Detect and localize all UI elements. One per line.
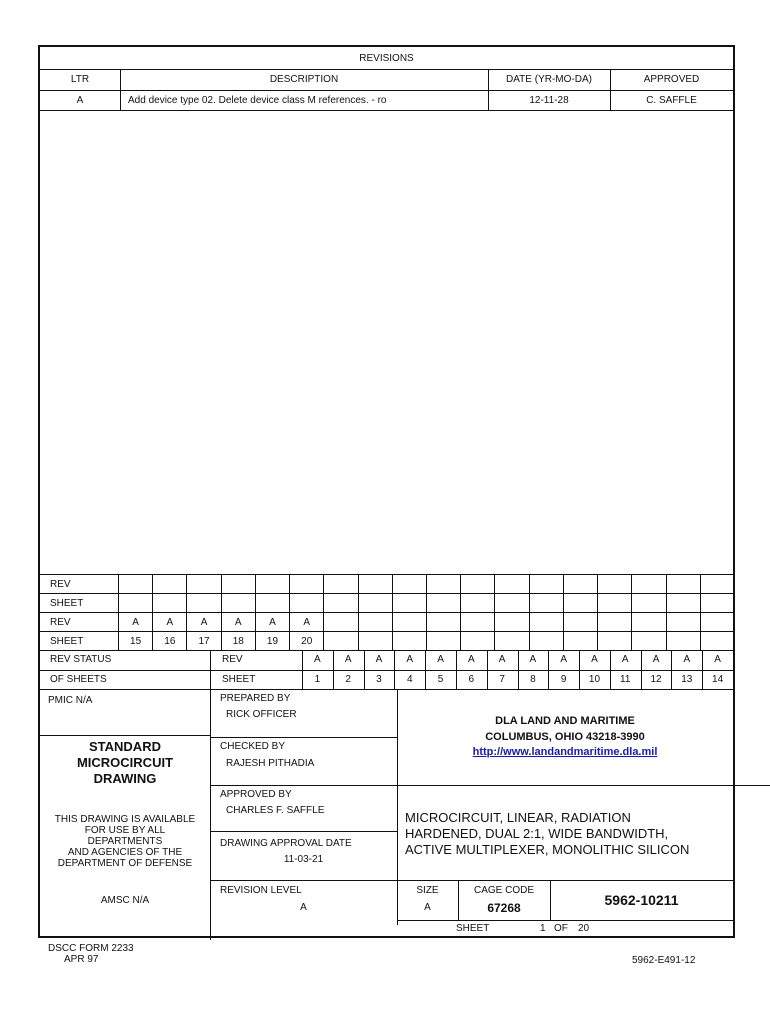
- cont-sheet-cell: [529, 632, 563, 651]
- agency-name: DLA LAND AND MARITIME: [495, 715, 635, 727]
- top-rev-cell: [153, 575, 187, 594]
- status-sheet-cell: 11: [620, 674, 631, 685]
- cont-sheet-cell: 19: [255, 632, 289, 651]
- cont-sheet-cell: 17: [187, 632, 221, 651]
- top-rev-cell: [358, 575, 392, 594]
- cont-rev-cell: [632, 613, 666, 632]
- approved-by-name: CHARLES F. SAFFLE: [226, 805, 325, 816]
- status-sheet-cell: 3: [376, 674, 382, 685]
- status-sheet-cell: 6: [468, 674, 475, 685]
- top-sheet-label: SHEET: [40, 594, 119, 613]
- status-rev-cell: A: [652, 654, 660, 665]
- standard-label: STANDARD: [89, 739, 161, 754]
- cont-sheet-cell: [461, 632, 495, 651]
- revision-date: 12-11-28: [529, 95, 569, 106]
- top-sheet-cell: [461, 594, 495, 613]
- top-rev-label: REV: [40, 575, 119, 594]
- status-sheet-cell: 9: [560, 674, 567, 685]
- drawing-frame: [38, 45, 735, 938]
- status-rev-cell: A: [314, 654, 321, 665]
- cont-rev-cell: [666, 613, 700, 632]
- approved-by-label: APPROVED BY: [220, 789, 292, 800]
- title-line-3: ACTIVE MULTIPLEXER, MONOLITHIC SILICON: [405, 842, 690, 857]
- cont-sheet-cell: [495, 632, 529, 651]
- cont-sheet-label: SHEET: [40, 632, 119, 651]
- cont-rev-cell: [563, 613, 597, 632]
- availability-line-1: THIS DRAWING IS AVAILABLE: [54, 814, 196, 825]
- status-sheet-cell: 8: [530, 674, 536, 685]
- cont-sheet-cell: 20: [290, 632, 324, 651]
- status-sheet-cell: 2: [345, 674, 351, 685]
- cont-rev-cell: A: [290, 613, 324, 632]
- footer-code: 5962-E491-12: [632, 955, 696, 966]
- top-sheet-cell: [187, 594, 221, 613]
- top-sheet-cell: [529, 594, 563, 613]
- top-sheet-cell: [632, 594, 666, 613]
- microcircuit-label: MICROCIRCUIT: [76, 755, 174, 770]
- top-rev-cell: [119, 575, 153, 594]
- title-line-2: HARDENED, DUAL 2:1, WIDE BANDWIDTH,: [405, 826, 669, 841]
- cont-sheet-cell: 18: [221, 632, 255, 651]
- top-sheet-cell: [563, 594, 597, 613]
- cont-sheet-cell: [324, 632, 358, 651]
- cont-rev-cell: [358, 613, 392, 632]
- top-sheet-cell: [255, 594, 289, 613]
- cont-rev-cell: A: [119, 613, 153, 632]
- status-sheet-cell: 10: [588, 674, 601, 685]
- cont-rev-cell: [426, 613, 460, 632]
- cont-rev-cell: [495, 613, 529, 632]
- top-rev-cell: [700, 575, 734, 594]
- status-sheet-cell: 14: [712, 674, 724, 685]
- top-rev-cell: [290, 575, 324, 594]
- top-rev-cell: [324, 575, 358, 594]
- status-rev-cell: A: [437, 654, 444, 665]
- status-rev-cell: A: [714, 654, 721, 665]
- rev-status-label: REV STATUS: [50, 654, 112, 665]
- status-sheet-label: SHEET: [222, 674, 256, 685]
- grid-row: [40, 632, 735, 651]
- top-rev-cell: [426, 575, 460, 594]
- top-rev-cell: [461, 575, 495, 594]
- availability-line-3: DEPARTMENTS: [87, 836, 163, 847]
- top-sheet-cell: [221, 594, 255, 613]
- status-rev-cell: A: [621, 654, 629, 665]
- grid-row: [40, 575, 735, 594]
- top-sheet-cell: [700, 594, 734, 613]
- cont-sheet-cell: [666, 632, 700, 651]
- status-rev-cell: A: [591, 654, 598, 665]
- top-rev-cell: [563, 575, 597, 594]
- top-sheet-cell: [119, 594, 153, 613]
- title-line-1: MICROCIRCUIT, LINEAR, RADIATION: [405, 810, 631, 825]
- cont-sheet-cell: [700, 632, 734, 651]
- sheet-of: OF: [554, 923, 568, 934]
- top-sheet-cell: [290, 594, 324, 613]
- cont-rev-label: REV: [40, 613, 119, 632]
- top-sheet-cell: [324, 594, 358, 613]
- cont-rev-cell: A: [255, 613, 289, 632]
- revision-level-value: A: [300, 902, 307, 913]
- top-rev-cell: [392, 575, 426, 594]
- drawing-number: 5962-10211: [604, 892, 679, 908]
- status-rev-cell: A: [406, 654, 414, 665]
- revision-approved: C. SAFFLE: [646, 95, 697, 106]
- ltr-header: LTR: [70, 74, 90, 85]
- top-sheet-cell: [666, 594, 700, 613]
- revision-ltr: A: [76, 95, 84, 106]
- top-sheet-cell: [392, 594, 426, 613]
- description-header: DESCRIPTION: [269, 74, 339, 85]
- cont-rev-cell: A: [187, 613, 221, 632]
- checked-by-name: RAJESH PITHADIA: [226, 758, 315, 769]
- cont-sheet-cell: 16: [153, 632, 187, 651]
- cont-sheet-cell: [563, 632, 597, 651]
- size-label: SIZE: [416, 885, 439, 896]
- cont-sheet-cell: [358, 632, 392, 651]
- status-sheet-cell: 4: [406, 674, 413, 685]
- cont-rev-cell: [598, 613, 632, 632]
- availability-line-4: AND AGENCIES OF THE: [67, 847, 183, 858]
- sheet-number: 1: [540, 923, 546, 934]
- approved-header: APPROVED: [643, 74, 700, 85]
- status-rev-cell: A: [344, 654, 352, 665]
- size-value: A: [424, 902, 431, 913]
- cage-code-value: 67268: [487, 901, 521, 915]
- top-sheet-cell: [495, 594, 529, 613]
- top-rev-cell: [221, 575, 255, 594]
- status-sheet-cell: 7: [499, 674, 505, 685]
- form-date: APR 97: [64, 954, 99, 965]
- amsc-label: AMSC N/A: [100, 895, 150, 906]
- cage-code-label: CAGE CODE: [473, 885, 534, 896]
- top-rev-cell: [495, 575, 529, 594]
- status-sheet-cell: 5: [437, 674, 444, 685]
- cont-rev-cell: [392, 613, 426, 632]
- top-rev-cell: [187, 575, 221, 594]
- cont-sheet-cell: [426, 632, 460, 651]
- grid-row: [40, 613, 735, 632]
- status-rev-cell: A: [529, 654, 537, 665]
- status-rev-cell: A: [467, 654, 475, 665]
- revisions-title: REVISIONS: [359, 53, 414, 64]
- top-rev-cell: [632, 575, 666, 594]
- prepared-by-name: RICK OFFICER: [226, 709, 297, 720]
- top-rev-cell: [255, 575, 289, 594]
- status-sheet-cell: 13: [681, 674, 693, 685]
- of-sheets-label: OF SHEETS: [50, 674, 107, 685]
- cont-rev-cell: A: [153, 613, 187, 632]
- top-sheet-cell: [598, 594, 632, 613]
- top-sheet-cell: [358, 594, 392, 613]
- pmic-label: PMIC N/A: [48, 695, 93, 706]
- status-rev-cell: A: [375, 654, 383, 665]
- cont-rev-cell: A: [221, 613, 255, 632]
- availability-line-5: DEPARTMENT OF DEFENSE: [57, 858, 193, 869]
- status-rev-cell: A: [683, 654, 691, 665]
- top-rev-cell: [666, 575, 700, 594]
- status-rev-label: REV: [222, 654, 243, 665]
- cont-rev-cell: [324, 613, 358, 632]
- agency-url-link[interactable]: http://www.landandmaritime.dla.mil: [472, 746, 658, 758]
- top-sheet-cell: [426, 594, 460, 613]
- revision-description: Add device type 02. Delete device class M references. - ro: [128, 95, 387, 106]
- status-sheet-cell: 12: [650, 674, 662, 685]
- top-rev-cell: [529, 575, 563, 594]
- status-rev-cell: A: [560, 654, 567, 665]
- top-rev-cell: [598, 575, 632, 594]
- status-rev-cell: A: [498, 654, 506, 665]
- grid-row: [40, 594, 735, 613]
- approval-date-label: DRAWING APPROVAL DATE: [220, 838, 352, 849]
- cont-rev-cell: [529, 613, 563, 632]
- prepared-by-label: PREPARED BY: [220, 693, 291, 704]
- cont-sheet-cell: [632, 632, 666, 651]
- approval-date-value: 11-03-21: [283, 854, 324, 865]
- sheet-total: 20: [578, 923, 590, 934]
- cont-sheet-cell: [392, 632, 426, 651]
- revision-level-label: REVISION LEVEL: [220, 885, 302, 896]
- availability-line-2: FOR USE BY ALL: [84, 825, 166, 836]
- continuation-grid: [39, 574, 735, 651]
- date-header: DATE (YR-MO-DA): [506, 74, 592, 85]
- sheet-label: SHEET: [456, 923, 490, 934]
- drawing-label: DRAWING: [93, 771, 157, 786]
- status-sheet-cell: 1: [314, 674, 321, 685]
- agency-address: COLUMBUS, OHIO 43218-3990: [485, 731, 645, 743]
- cont-sheet-cell: [598, 632, 632, 651]
- cont-sheet-cell: 15: [119, 632, 153, 651]
- checked-by-label: CHECKED BY: [220, 741, 286, 752]
- form-number: DSCC FORM 2233: [48, 943, 134, 954]
- cont-rev-cell: [700, 613, 734, 632]
- cont-rev-cell: [461, 613, 495, 632]
- top-sheet-cell: [153, 594, 187, 613]
